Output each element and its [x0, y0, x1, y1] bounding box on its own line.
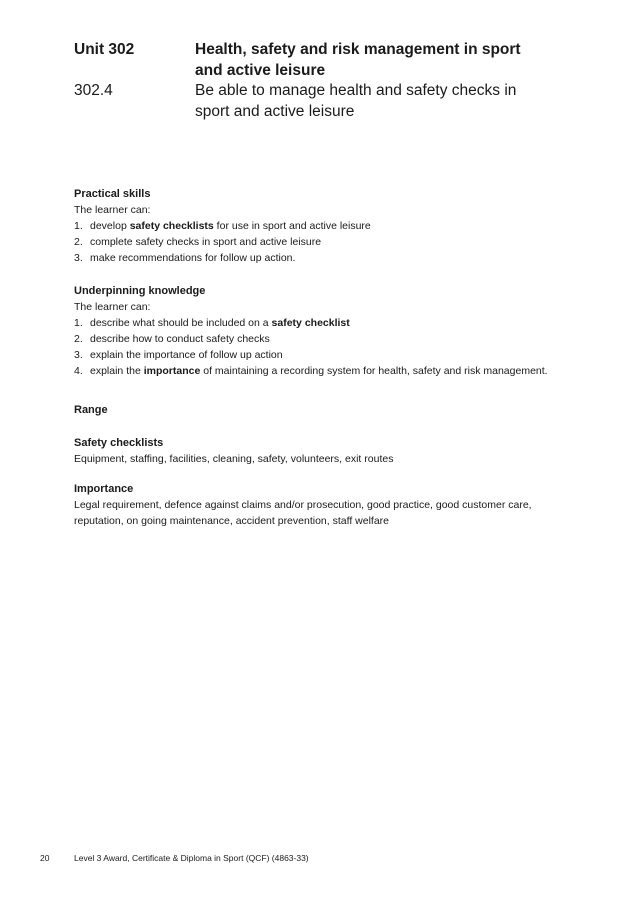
item-text-part: develop: [90, 220, 130, 232]
list-item: [74, 218, 574, 234]
list-item: [74, 331, 574, 347]
list-item: [74, 363, 574, 379]
practical-skills-intro: The learner can:: [74, 204, 151, 216]
underpinning-knowledge-list: [74, 315, 574, 379]
item-text: [90, 347, 574, 363]
practical-skills-section: [74, 186, 574, 266]
underpinning-knowledge-section: [74, 283, 574, 379]
outcome-title-line1: Be able to manage health and safety checks in: [195, 82, 517, 99]
list-item: [74, 250, 574, 266]
outcome-title-line2: sport and active leisure: [195, 103, 355, 120]
item-text: [90, 363, 574, 379]
item-text-part: describe how to conduct safety checks: [90, 333, 270, 345]
outcome-title: [195, 80, 574, 122]
item-key-term: safety checklists: [129, 220, 214, 232]
item-text-part: explain the: [90, 365, 144, 377]
page-footer: [40, 852, 600, 864]
item-text: [90, 250, 574, 266]
importance-section: [74, 481, 574, 529]
safety-checklists-heading: Safety checklists: [74, 437, 164, 449]
item-number: 2.: [74, 333, 83, 345]
unit-header: [74, 39, 574, 81]
item-text-part: explain the importance of follow up action: [90, 349, 283, 361]
list-item: [74, 347, 574, 363]
safety-checklists-text: Equipment, staffing, facilities, cleaning, safety, volunteers, exit routes: [74, 453, 394, 465]
item-text-part: of maintaining a recording system for health, safety and risk management.: [200, 365, 548, 377]
importance-text: Legal requirement, defence against claims and/or prosecution, good practice, good customer care, reputation, on going maintenance, accident prevention, staff welfare: [74, 499, 532, 527]
item-number: 2.: [74, 236, 83, 248]
outcome-header: [74, 80, 574, 122]
underpinning-knowledge-intro: The learner can:: [74, 301, 151, 313]
item-number: 1.: [74, 317, 83, 329]
unit-content: [74, 186, 574, 546]
practical-skills-heading: Practical skills: [74, 188, 151, 200]
underpinning-knowledge-heading: Underpinning knowledge: [74, 285, 206, 297]
list-item: [74, 315, 574, 331]
range-heading: Range: [74, 404, 108, 416]
importance-heading: Importance: [74, 483, 134, 495]
item-number: 3.: [74, 252, 83, 264]
safety-checklists-section: [74, 435, 574, 467]
item-key-term: safety checklist: [271, 317, 350, 329]
item-text-part: for use in sport and active leisure: [213, 220, 371, 232]
practical-skills-list: [74, 218, 574, 266]
unit-title-line1: Health, safety and risk management in sport: [195, 41, 521, 58]
item-number: 4.: [74, 365, 83, 377]
outcome-code: 302.4: [74, 82, 113, 99]
item-text: [90, 331, 574, 347]
item-text-part: describe what should be included on a: [90, 317, 272, 329]
item-text: [90, 234, 574, 250]
list-item: [74, 234, 574, 250]
item-text: [90, 218, 574, 234]
item-text-part: complete safety checks in sport and active leisure: [90, 236, 322, 248]
item-number: 3.: [74, 349, 83, 361]
item-text: [90, 315, 574, 331]
unit-code: Unit 302: [74, 41, 135, 58]
unit-title: [195, 39, 574, 81]
item-text-part: make recommendations for follow up action.: [90, 252, 296, 264]
item-key-term: importance: [143, 365, 201, 377]
unit-title-line2: and active leisure: [195, 62, 326, 79]
page-number: 20: [40, 853, 50, 863]
item-number: 1.: [74, 220, 83, 232]
footer-text: Level 3 Award, Certificate & Diploma in Sport (QCF) (4863-33): [74, 853, 309, 863]
